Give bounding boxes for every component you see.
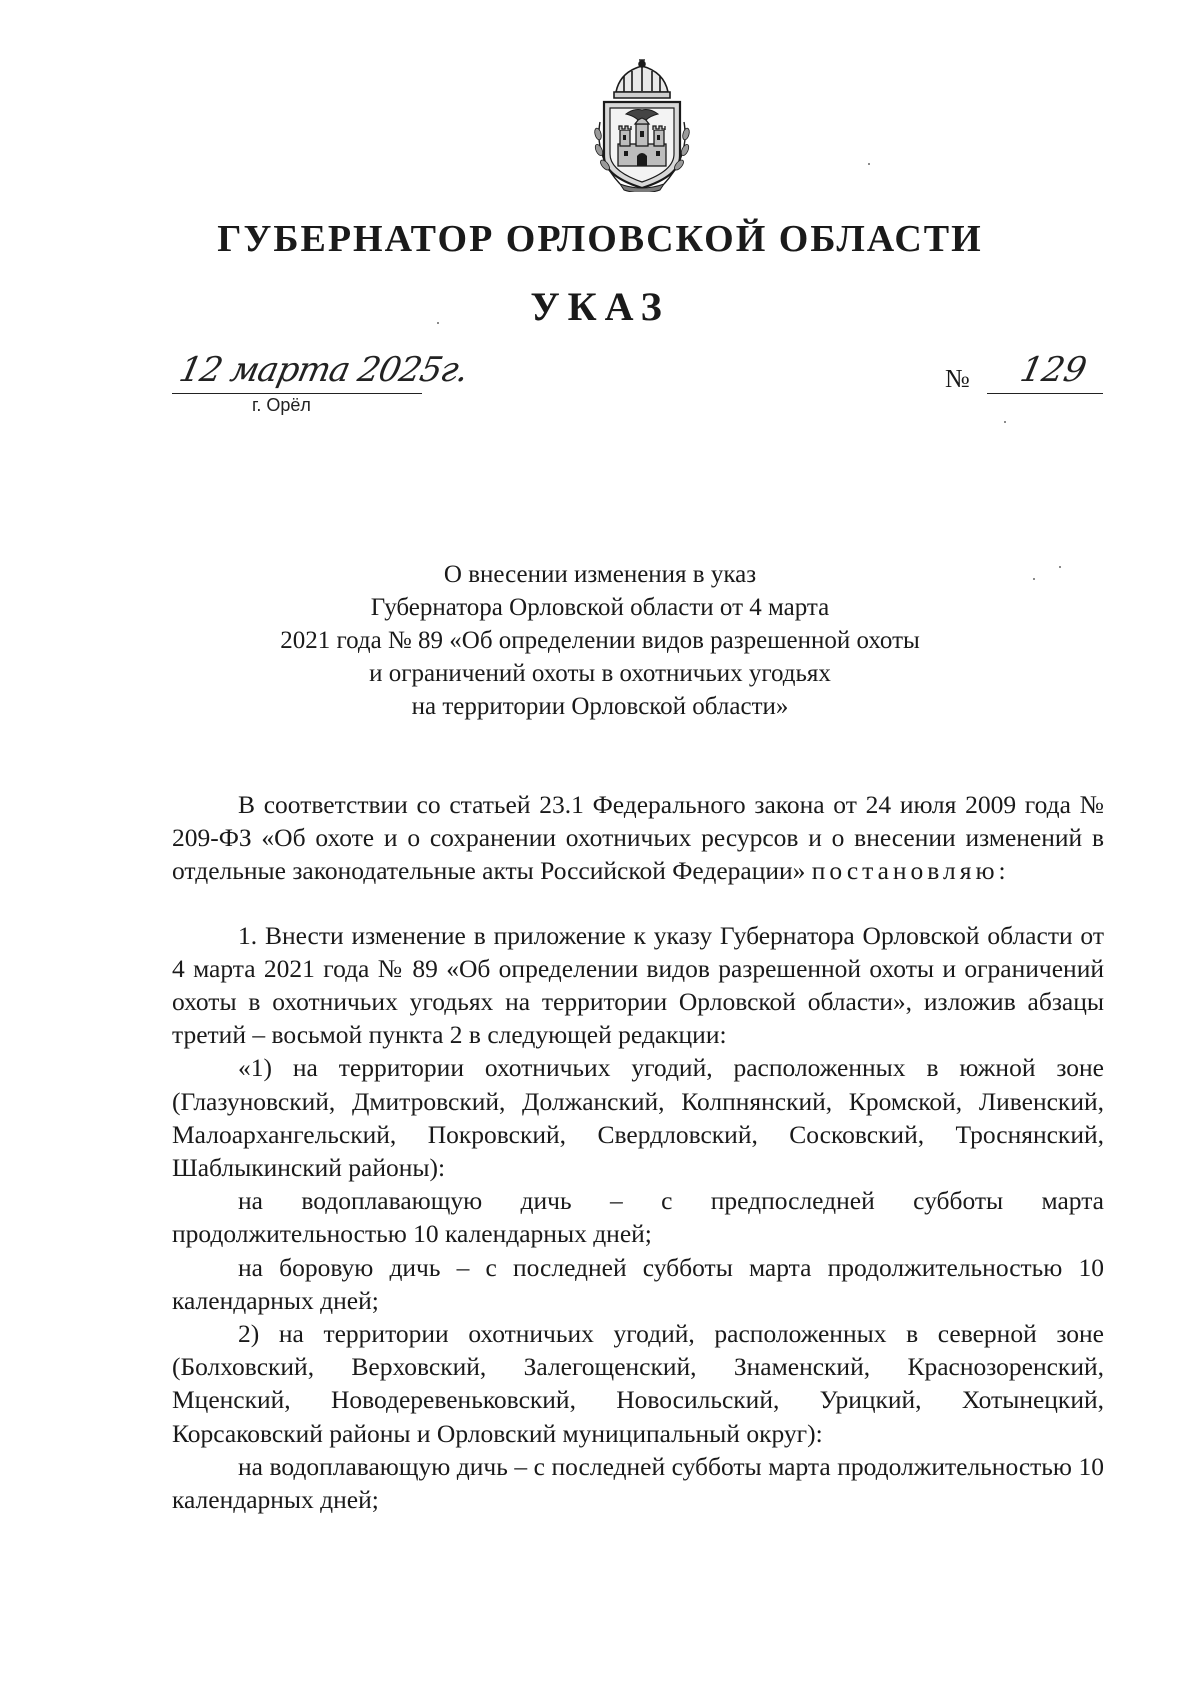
- document-type-heading: УКАЗ: [530, 284, 670, 329]
- scan-speck: [437, 322, 439, 324]
- date-block: [172, 350, 472, 420]
- preamble-paragraph: [172, 788, 1104, 888]
- subpoint-1-upland-paragraph: на боровую дичь – с последней субботы марта продолжительностью 10 календарных дней;: [172, 1252, 1104, 1315]
- scan-speck: [1033, 578, 1035, 580]
- title-line: О внесении изменения в указ: [443, 561, 757, 588]
- title-line: Губернатора Орловской области от 4 марта: [370, 594, 830, 621]
- title-line: и ограничений охоты в охотничьих угодьях: [369, 660, 831, 687]
- issuing-authority-heading: ГУБЕРНАТОР ОРЛОВСКОЙ ОБЛАСТИ: [217, 218, 983, 260]
- city-label: г. Орёл: [252, 395, 311, 415]
- subpoint-2-paragraph: 2) на территории охотничьих угодий, расположенных в северной зоне (Болховский, Верховский, Залегощенский, Знаменский, Краснозоренский, Мценский, Новодеревеньковский, Новосильский, Урицкий, Хотынецкий, Корсаковский районы и Орловский муниципальный округ):: [172, 1319, 1104, 1448]
- subpoint-2-waterfowl-paragraph: на водоплавающую дичь – с последней субботы марта продолжительностью 10 календарных дней;: [172, 1451, 1104, 1515]
- oryol-oblast-coat-of-arms-icon: [590, 58, 694, 192]
- date-underline: [172, 393, 422, 394]
- decree-body: [172, 788, 1104, 1516]
- subpoint-1-paragraph: «1) на территории охотничьих угодий, расположенных в южной зоне (Глазуновский, Дмитровский, Должанский, Колпнянский, Кромской, Ливенский, Малоархангельский, Покровский, Свердловский, Сосковский, Троснянский, Шаблыкинский районы):: [172, 1053, 1104, 1183]
- point-1-paragraph: 1. Внести изменение в приложение к указу Губернатора Орловской области от 4 марта 2021 года № 89 «Об определении видов разрешенной охоты и ограничений охоты в охотничьих угодьях на территории Орловской области», изложив абзацы третий – восьмой пункта 2 в следующей редакции:: [172, 920, 1104, 1050]
- number-underline: [987, 393, 1103, 394]
- preamble-text: В соответствии со статьей 23.1 Федерального закона от 24 июля 2009 года № 209-ФЗ «Об охоте и о сохранении охотничьих ресурсов и о внесении изменений в отдельные законодательные акты Российской Федерации»: [172, 790, 1104, 886]
- scan-speck: [868, 163, 870, 165]
- title-line: на территории Орловской области»: [411, 693, 789, 720]
- handwritten-number: 129: [1016, 350, 1091, 390]
- subpoint-1-waterfowl-paragraph: на водоплавающую дичь – с предпоследней субботы марта продолжительностью 10 календарных дней;: [172, 1186, 1104, 1249]
- scan-speck: [1004, 421, 1006, 423]
- number-sign: №: [945, 364, 970, 393]
- handwritten-date: 12 марта 2025г.: [175, 350, 472, 390]
- decree-title: [200, 558, 1000, 723]
- decree-word: постановляю:: [811, 856, 1010, 886]
- title-line: 2021 года № 89 «Об определении видов разрешенной охоты: [280, 627, 920, 654]
- decree-number-block: [945, 350, 1105, 406]
- scan-speck: [1059, 566, 1061, 568]
